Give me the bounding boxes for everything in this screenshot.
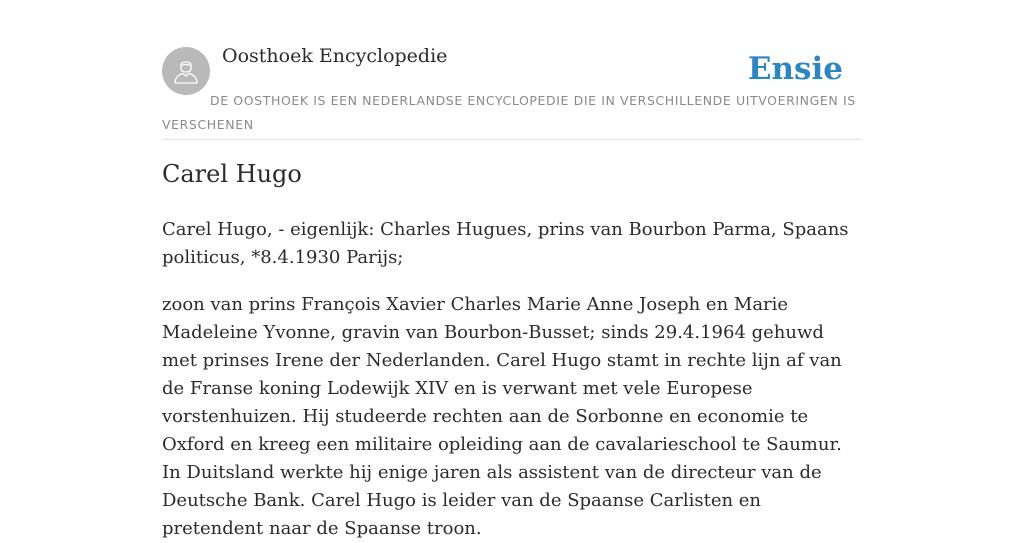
article-paragraph: zoon van prins François Xavier Charles Marie Anne Joseph en Marie Madeleine Yvonne, gravin van Bourbon-Busset; sinds 29.4.1964 gehuwd met prinses Irene der Nederlanden. Carel Hugo stamt in rechte lijn af van de Franse koning Lodewijk XIV en is verwant met vele Europese vorstenhuizen. Hij studeerde rechten aan de Sorbonne en economie te Oxford en kreeg een militaire opleiding aan de cavalarieschool te Saumur. In Duitsland werkte hij enige jaren als assistent van de directeur van de Deutsche Bank. Carel Hugo is leider van de Spaanse Carlisten en pretendent naar de Spaanse troon. bbox=[162, 294, 842, 539]
brand-logo[interactable]: Ensie bbox=[747, 51, 843, 87]
avatar[interactable] bbox=[162, 47, 210, 95]
article-paragraph: Carel Hugo, - eigenlijk: Charles Hugues, prins van Bourbon Parma, Spaans politicus, *8.4.1930 Parijs; bbox=[162, 219, 849, 268]
page-container bbox=[162, 0, 862, 539]
user-icon bbox=[171, 56, 201, 86]
site-tagline: DE OOSTHOEK IS EEN NEDERLANDSE ENCYCLOPEDIE DIE IN VERSCHILLENDE UITVOERINGEN IS VERSCHENEN bbox=[162, 93, 856, 132]
site-header bbox=[162, 0, 862, 140]
page-title: Carel Hugo bbox=[162, 160, 302, 188]
site-name[interactable]: Oosthoek Encyclopedie bbox=[222, 45, 448, 67]
